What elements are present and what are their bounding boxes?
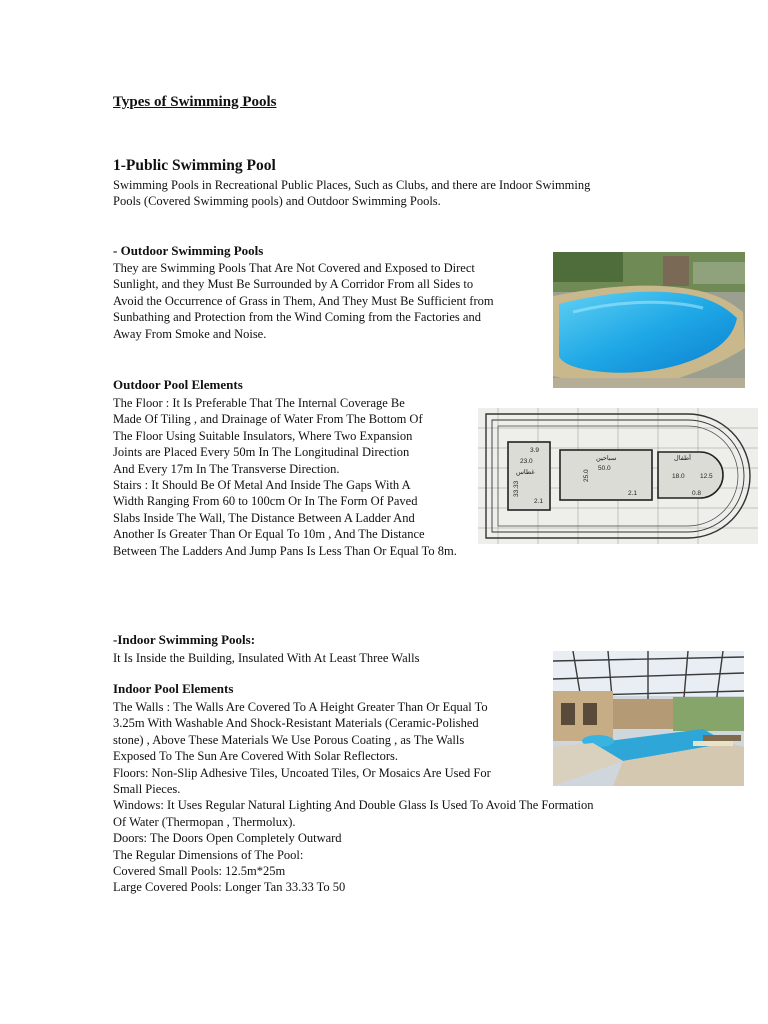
text-line: Exposed To The Sun Are Covered With Solar Reflectors. [113,749,399,764]
text-line: The Regular Dimensions of The Pool: [113,847,304,862]
indoor-pools-intro: It Is Inside the Building, Insulated With At Least Three Walls [113,651,420,665]
public-pool-intro [113,177,590,210]
plan-label: 12.5 [700,473,713,480]
text-line: Between The Ladders And Jump Pans Is Less Than Or Equal To 8m. [113,543,457,558]
plan-label: 3.9 [530,447,540,454]
text-line: stone) , Above These Materials We Use Porous Coating , as The Walls [113,732,465,747]
plan-label: 23.0 [520,458,533,465]
text-line: Large Covered Pools: Longer Tan 33.33 To 50 [113,880,346,895]
text-line: Covered Small Pools: 12.5m*25m [113,864,286,879]
outdoor-pools-body [113,260,494,342]
text-line: Of Water (Thermopan , Thermolux). [113,814,296,829]
indoor-elements-heading: Indoor Pool Elements [113,681,234,696]
text-line: Avoid the Occurrence of Grass in Them, And They Must Be Sufficient from [113,293,494,308]
text-line: 3.25m With Washable And Shock-Resistant Materials (Ceramic-Polished [113,716,479,731]
indoor-elements-body [113,699,594,896]
pool-plan-diagram [478,408,758,544]
text-line: The Floor Using Suitable Insulators, Where Two Expansion [113,428,413,443]
text-line: And Every 17m In The Transverse Direction. [113,461,340,476]
text-line: Doors: The Doors Open Completely Outward [113,831,342,846]
text-line: Made Of Tiling , and Drainage of Water From The Bottom Of [113,412,423,427]
outdoor-elements-body [113,395,457,559]
text-line: Joints are Placed Every 50m In The Longitudinal Direction [113,445,410,460]
plan-label: 18.0 [672,473,685,480]
text-line: Away From Smoke and Noise. [113,326,267,341]
text-line: Windows: It Uses Regular Natural Lighting And Double Glass Is Used To Avoid The Formation [113,798,594,813]
text-line: Slabs Inside The Wall, The Distance Between A Ladder And [113,510,415,525]
indoor-pools-heading: -Indoor Swimming Pools: [113,632,256,647]
text-line: The Walls : The Walls Are Covered To A Height Greater Than Or Equal To [113,700,488,714]
plan-label: غطاس [516,469,535,476]
plan-label: 50.0 [598,465,611,472]
text-line: Width Ranging From 60 to 100cm Or In The Form Of Paved [113,494,418,509]
text-line: They are Swimming Pools That Are Not Covered and Exposed to Direct [113,261,475,275]
plan-label: 2.1 [534,498,544,505]
text-line: Sunlight, and they Must Be Surrounded by A Corridor From all Sides to [113,277,474,292]
text-line: The Floor : It Is Preferable That The Internal Coverage Be [113,396,405,410]
text-line: Stairs : It Should Be Of Metal And Inside The Gaps With A [113,478,411,493]
outdoor-pool-photo [553,252,745,388]
plan-label: 33.33 [513,480,520,497]
text-line: Pools (Covered Swimming pools) and Outdoor Swimming Pools. [113,194,441,209]
plan-label: سباحين [596,455,617,462]
outdoor-elements-heading: Outdoor Pool Elements [113,377,243,392]
text-line: Sunbathing and Protection from the Wind Coming from the Factories and [113,310,481,325]
text-line: Swimming Pools in Recreational Public Places, Such as Clubs, and there are Indoor Swimming [113,178,591,192]
plan-label: 25.0 [583,469,590,482]
public-pool-heading: 1-Public Swimming Pool [113,157,276,174]
plan-label: أطفال [674,455,691,462]
document-title: Types of Swimming Pools [113,94,277,110]
text-line: Small Pieces. [113,782,181,797]
outdoor-pools-heading: - Outdoor Swimming Pools [113,243,264,258]
plan-label: 2.1 [628,490,638,497]
text-line: Another Is Greater Than Or Equal To 10m , And The Distance [113,527,425,542]
plan-label: 0.8 [692,490,702,497]
text-line: Floors: Non-Slip Adhesive Tiles, Uncoated Tiles, Or Mosaics Are Used For [113,765,491,780]
